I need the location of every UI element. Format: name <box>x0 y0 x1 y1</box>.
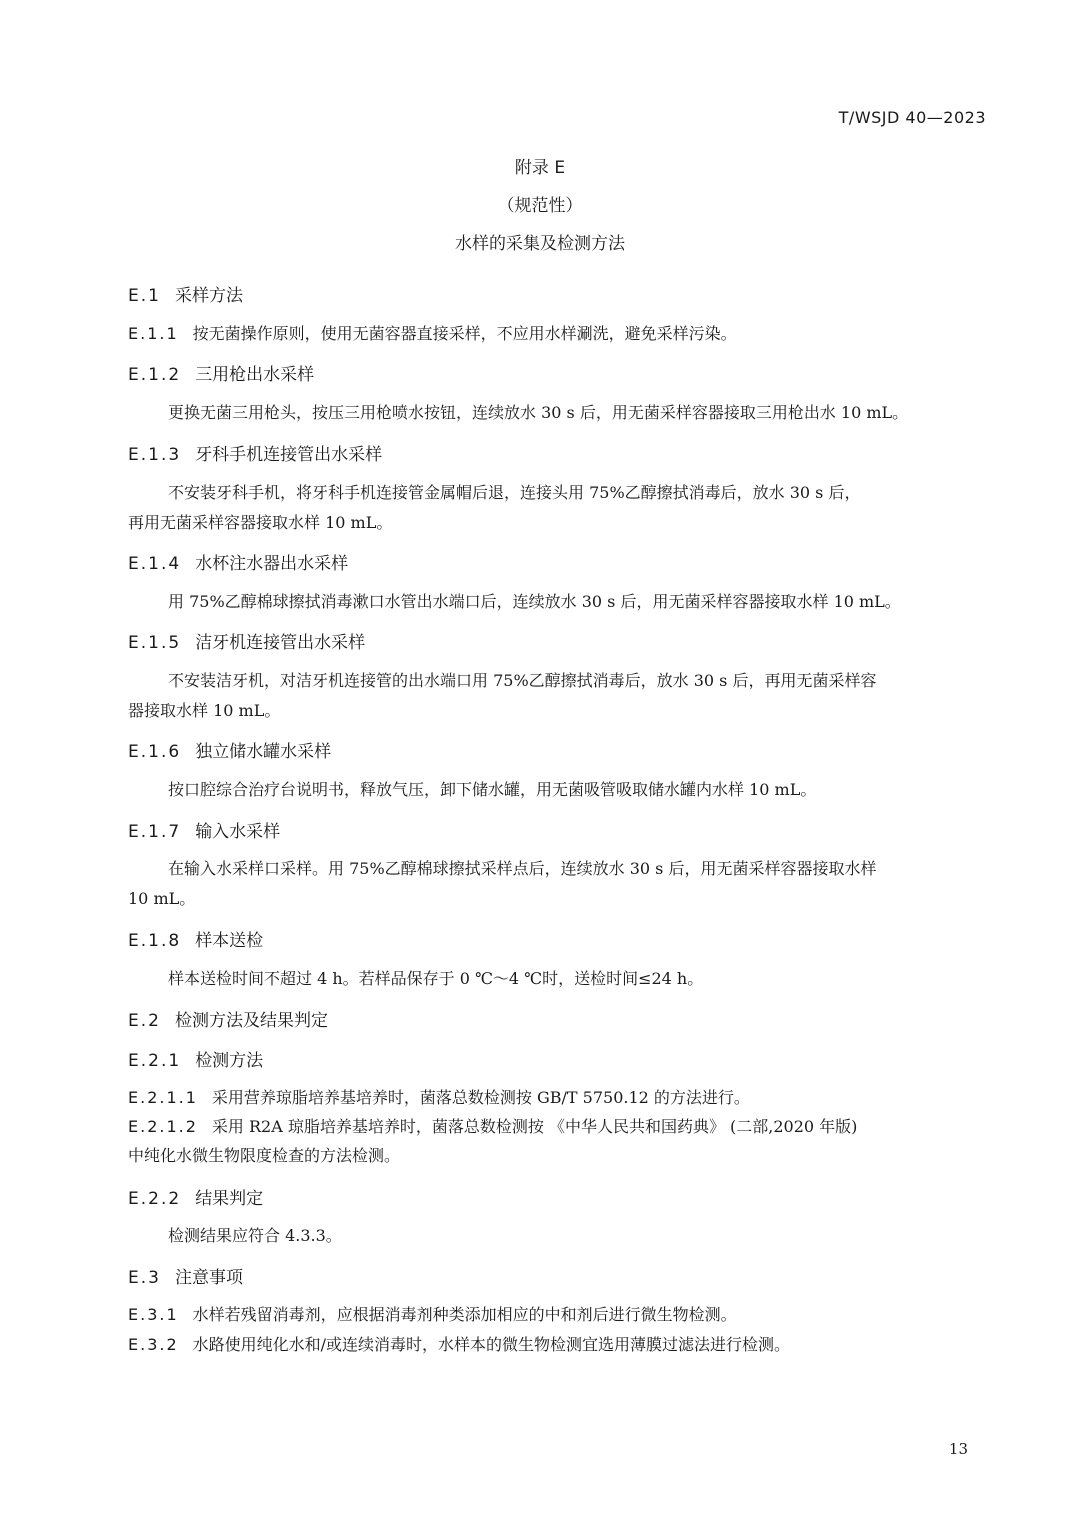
clause-number: E.1.2 <box>128 365 182 385</box>
clause-e1-5-text-line1: 不安装洁牙机，对洁牙机连接管的出水端口用 75%乙醇擦拭消毒后，放水 30 s 后，再用无菌采样容 <box>168 671 877 690</box>
section-title: 注意事项 <box>174 1268 243 1288</box>
clause-number: E.1.5 <box>128 633 182 653</box>
clause-number: E.2.1.2 <box>128 1117 198 1136</box>
clause-e1-3-text-line2: 再用无菌采样容器接取水样 10 mL。 <box>128 513 393 532</box>
clause-e2-1-heading <box>128 1046 263 1071</box>
clause-e3-1 <box>128 1302 737 1325</box>
clause-number: E.1.4 <box>128 554 182 574</box>
standard-code: T/WSJD 40—2023 <box>838 108 986 127</box>
appendix-title: 附录 E <box>514 158 566 178</box>
clause-e1-4-heading <box>128 549 348 574</box>
clause-number: E.2.2 <box>128 1189 182 1209</box>
clause-e1-6-text: 按口腔综合治疗台说明书，释放气压，卸下储水罐，用无菌吸管吸取储水罐内水样 10 mL。 <box>168 780 817 799</box>
appendix-heading: 水样的采集及检测方法 <box>455 234 625 254</box>
clause-number: E.3.1 <box>128 1305 179 1324</box>
clause-e1-2-heading <box>128 360 314 385</box>
clause-text: 采用 R2A 琼脂培养基培养时，菌落总数检测按 《中华人民共和国药典》 (二部,2020 年版) <box>211 1117 858 1136</box>
clause-number: E.2.1.1 <box>128 1088 198 1107</box>
clause-number: E.1.8 <box>128 931 182 951</box>
clause-text: 水路使用纯化水和/或连续消毒时，水样本的微生物检测宜选用薄膜过滤法进行检测。 <box>192 1335 791 1354</box>
clause-e1-6-heading <box>128 737 331 762</box>
section-number: E.3 <box>128 1268 161 1288</box>
clause-e2-2-text: 检测结果应符合 4.3.3。 <box>168 1226 342 1245</box>
clause-title: 样本送检 <box>195 931 264 951</box>
clause-text: 水样若残留消毒剂，应根据消毒剂种类添加相应的中和剂后进行微生物检测。 <box>192 1305 737 1324</box>
clause-e1-3-heading <box>128 440 382 465</box>
page-number: 13 <box>948 1440 968 1458</box>
clause-e1-7-text-line2: 10 mL。 <box>128 889 196 908</box>
clause-title: 检测方法 <box>195 1051 264 1071</box>
section-e1-heading <box>128 281 243 306</box>
clause-e2-1-2-text-line2: 中纯化水微生物限度检查的方法检测。 <box>128 1146 401 1165</box>
clause-number: E.1.7 <box>128 822 182 842</box>
clause-number: E.3.2 <box>128 1335 179 1354</box>
clause-e1-7-text-line1: 在输入水采样口采样。用 75%乙醇棉球擦拭采样点后，连续放水 30 s 后，用无菌采样容器接取水样 <box>168 859 877 878</box>
clause-e1-4-text: 用 75%乙醇棉球擦拭消毒漱口水管出水端口后，连续放水 30 s 后，用无菌采样容器接取水样 10 mL。 <box>168 592 901 611</box>
section-number: E.2 <box>128 1011 161 1031</box>
section-title: 采样方法 <box>174 286 243 306</box>
clause-title: 水杯注水器出水采样 <box>195 554 349 574</box>
appendix-nature: （规范性） <box>497 196 583 216</box>
clause-title: 独立储水罐水采样 <box>195 742 332 762</box>
clause-text: 按无菌操作原则，使用无菌容器直接采样，不应用水样涮洗，避免采样污染。 <box>192 324 737 343</box>
clause-number: E.1.1 <box>128 324 179 343</box>
clause-e2-2-heading <box>128 1184 263 1209</box>
clause-e1-5-text-line2: 器接取水样 10 mL。 <box>128 701 281 720</box>
clause-text: 采用营养琼脂培养基培养时，菌落总数检测按 GB/T 5750.12 的方法进行。 <box>211 1088 750 1107</box>
clause-title: 牙科手机连接管出水采样 <box>195 445 383 465</box>
clause-e3-2 <box>128 1332 790 1355</box>
clause-e2-1-2 <box>128 1114 857 1137</box>
section-e3-heading <box>128 1263 243 1288</box>
clause-e1-1 <box>128 321 737 344</box>
clause-title: 三用枪出水采样 <box>195 365 315 385</box>
clause-e1-8-text: 样本送检时间不超过 4 h。若样品保存于 0 ℃～4 ℃时，送检时间≤24 h。 <box>168 969 704 988</box>
clause-number: E.1.6 <box>128 742 182 762</box>
clause-number: E.1.3 <box>128 445 182 465</box>
section-e2-heading <box>128 1006 328 1031</box>
clause-e2-1-1 <box>128 1085 750 1108</box>
clause-title: 输入水采样 <box>195 822 281 842</box>
clause-number: E.2.1 <box>128 1051 182 1071</box>
clause-e1-2-text: 更换无菌三用枪头，按压三用枪喷水按钮，连续放水 30 s 后，用无菌采样容器接取三用枪出水 10 mL。 <box>168 403 909 422</box>
clause-title: 洁牙机连接管出水采样 <box>195 633 366 653</box>
clause-e1-7-heading <box>128 817 280 842</box>
clause-e1-8-heading <box>128 926 263 951</box>
clause-e1-5-heading <box>128 628 365 653</box>
section-title: 检测方法及结果判定 <box>174 1011 328 1031</box>
section-number: E.1 <box>128 286 161 306</box>
clause-title: 结果判定 <box>195 1189 264 1209</box>
clause-e1-3-text-line1: 不安装牙科手机，将牙科手机连接管金属帽后退，连接头用 75%乙醇擦拭消毒后，放水 30 s 后， <box>168 483 861 502</box>
